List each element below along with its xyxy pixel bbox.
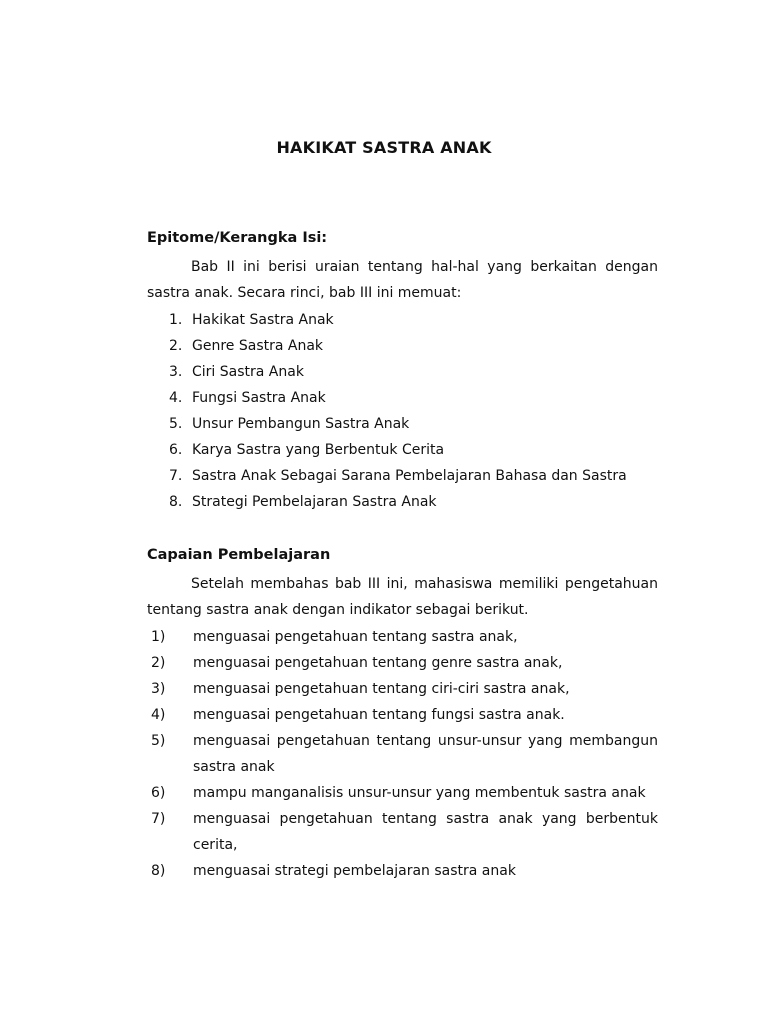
list-item-text: menguasai pengetahuan tentang genre sastra anak, — [193, 655, 563, 671]
outcomes-list — [147, 624, 658, 884]
section-heading-epitome: Epitome/Kerangka Isi: — [147, 230, 328, 246]
list-item — [147, 650, 658, 676]
list-item-number: 6) — [151, 785, 166, 801]
list-item-text: menguasai pengetahuan tentang ciri-ciri sastra anak, — [193, 681, 570, 697]
list-item — [147, 728, 658, 780]
document-title: HAKIKAT SASTRA ANAK — [276, 138, 492, 157]
list-item-number: 1. — [169, 312, 183, 328]
list-item-number: 8. — [169, 494, 183, 510]
list-item-number: 5) — [151, 733, 166, 749]
list-item-text: Fungsi Sastra Anak — [192, 390, 326, 406]
list-item-text: menguasai strategi pembelajaran sastra anak — [193, 863, 516, 879]
list-item — [147, 463, 658, 489]
list-item — [147, 489, 658, 515]
list-item-number: 2) — [151, 655, 166, 671]
list-item-number: 5. — [169, 416, 183, 432]
list-item-number: 7. — [169, 468, 183, 484]
section-heading-capaian: Capaian Pembelajaran — [147, 547, 331, 563]
list-item-number: 2. — [169, 338, 183, 354]
list-item-number: 4. — [169, 390, 183, 406]
list-item — [147, 411, 658, 437]
list-item-text: Karya Sastra yang Berbentuk Cerita — [192, 442, 445, 458]
list-item — [147, 780, 658, 806]
list-item-text: Sastra Anak Sebagai Sarana Pembelajaran Bahasa dan Sastra — [192, 468, 627, 484]
list-item-text: mampu manganalisis unsur-unsur yang membentuk sastra anak — [193, 785, 646, 801]
list-item — [147, 359, 658, 385]
outline-list — [147, 307, 658, 515]
list-item — [147, 333, 658, 359]
list-item — [147, 702, 658, 728]
list-item-text: Strategi Pembelajaran Sastra Anak — [192, 494, 437, 510]
list-item-text: Unsur Pembangun Sastra Anak — [192, 416, 410, 432]
list-item-text: menguasai pengetahuan tentang sastra anak, — [193, 629, 518, 645]
list-item-text: menguasai pengetahuan tentang unsur-unsur yang membangun sastra anak — [193, 733, 658, 775]
list-item — [147, 307, 658, 333]
list-item — [147, 385, 658, 411]
list-item — [147, 624, 658, 650]
list-item-text: Genre Sastra Anak — [192, 338, 324, 354]
list-item-text: Hakikat Sastra Anak — [192, 312, 334, 328]
section-intro-epitome: Bab II ini berisi uraian tentang hal-hal yang berkaitan dengan sastra anak. Secara rinci, bab III ini memuat: — [147, 259, 658, 301]
list-item — [147, 806, 658, 858]
list-item — [147, 437, 658, 463]
list-item-text: menguasai pengetahuan tentang sastra anak yang berbentuk cerita, — [193, 811, 658, 853]
list-item-text: Ciri Sastra Anak — [192, 364, 304, 380]
section-intro-capaian: Setelah membahas bab III ini, mahasiswa memiliki pengetahuan tentang sastra anak dengan indikator sebagai berikut. — [147, 576, 658, 618]
list-item — [147, 858, 658, 884]
list-item-number: 3. — [169, 364, 183, 380]
list-item-number: 8) — [151, 863, 166, 879]
list-item-number: 1) — [151, 629, 166, 645]
list-item-number: 3) — [151, 681, 166, 697]
list-item-text: menguasai pengetahuan tentang fungsi sastra anak. — [193, 707, 565, 723]
list-item — [147, 676, 658, 702]
list-item-number: 6. — [169, 442, 183, 458]
list-item-number: 7) — [151, 811, 166, 827]
list-item-number: 4) — [151, 707, 166, 723]
